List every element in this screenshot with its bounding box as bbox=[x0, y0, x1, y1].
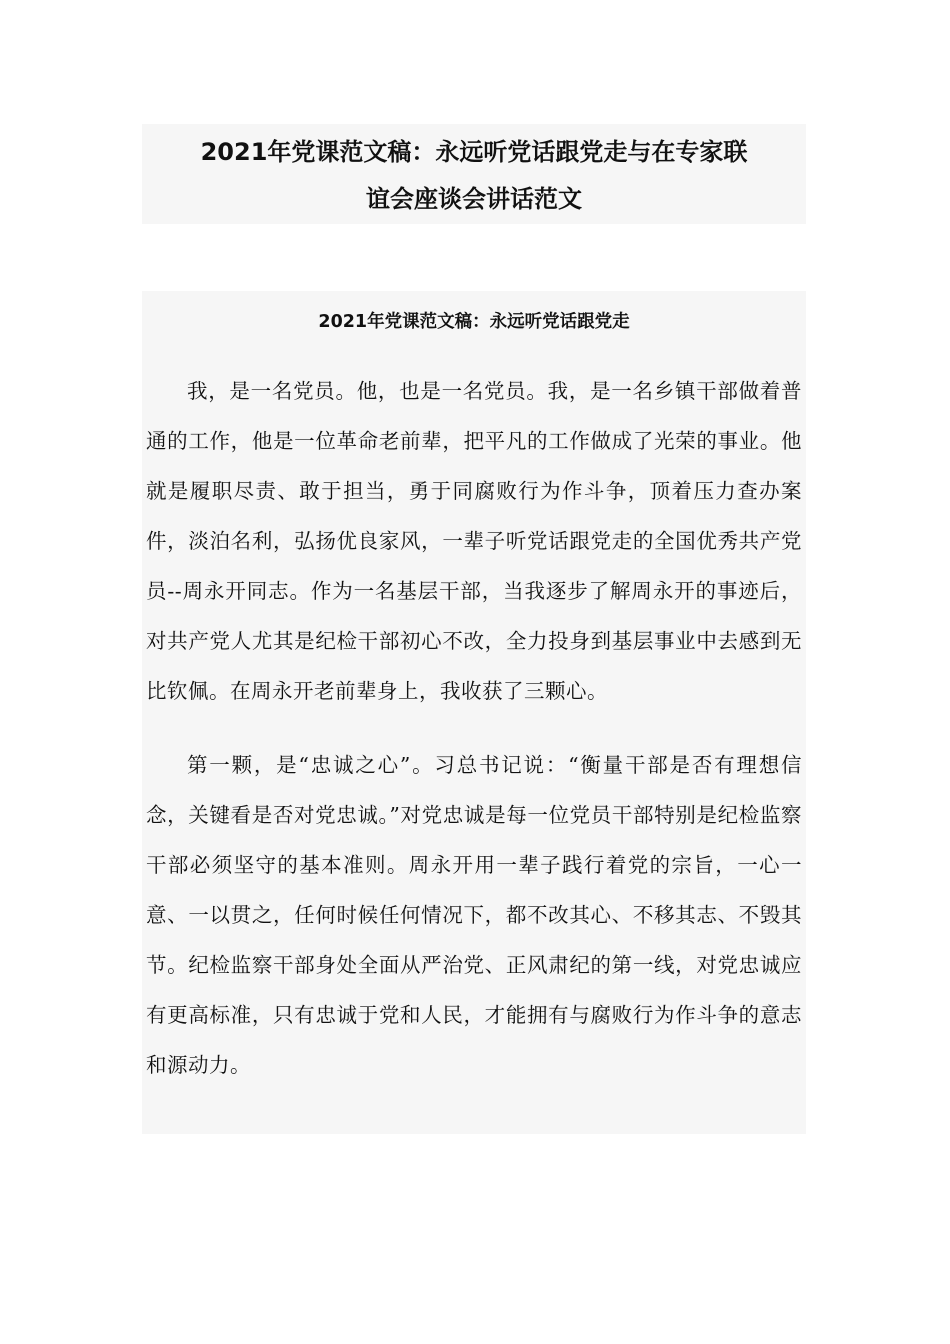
document-title-line-1: 2021年党课范文稿：永远听党话跟党走与在专家联 bbox=[200, 138, 748, 166]
document-title-line-2: 谊会座谈会讲话范文 bbox=[366, 185, 582, 213]
paragraph-1: 我，是一名党员。他，也是一名党员。我，是一名乡镇干部做着普通的工作，他是一位革命老前辈，把平凡的工作做成了光荣的事业。他就是履职尽责、敢于担当，勇于同腐败行为作斗争，顶着压力查办案件，淡泊名利，弘扬优良家风，一辈子听党话跟党走的全国优秀共产党员--周永开同志。作为一名基层干部，当我逐步了解周永开的事迹后，对共产党人尤其是纪检干部初心不改，全力投身到基层事业中去感到无比钦佩。在周永开老前辈身上，我收获了三颗心。 bbox=[146, 379, 802, 703]
article-section bbox=[142, 291, 806, 1134]
paragraph-2: 第一颗，是“忠诚之心”。习总书记说：“衡量干部是否有理想信念，关键看是否对党忠诚。”对党忠诚是每一位党员干部特别是纪检监察干部必须坚守的基本准则。周永开用一辈子践行着党的宗旨，一心一意、一以贯之，任何时候任何情况下，都不改其心、不移其志、不毁其节。纪检监察干部身处全面从严治党、正风肃纪的第一线，对党忠诚应有更高标准，只有忠诚于党和人民，才能拥有与腐败行为作斗争的意志和源动力。 bbox=[146, 753, 802, 1077]
document-title bbox=[142, 124, 806, 224]
section-title: 2021年党课范文稿：永远听党话跟党走 bbox=[318, 312, 630, 332]
